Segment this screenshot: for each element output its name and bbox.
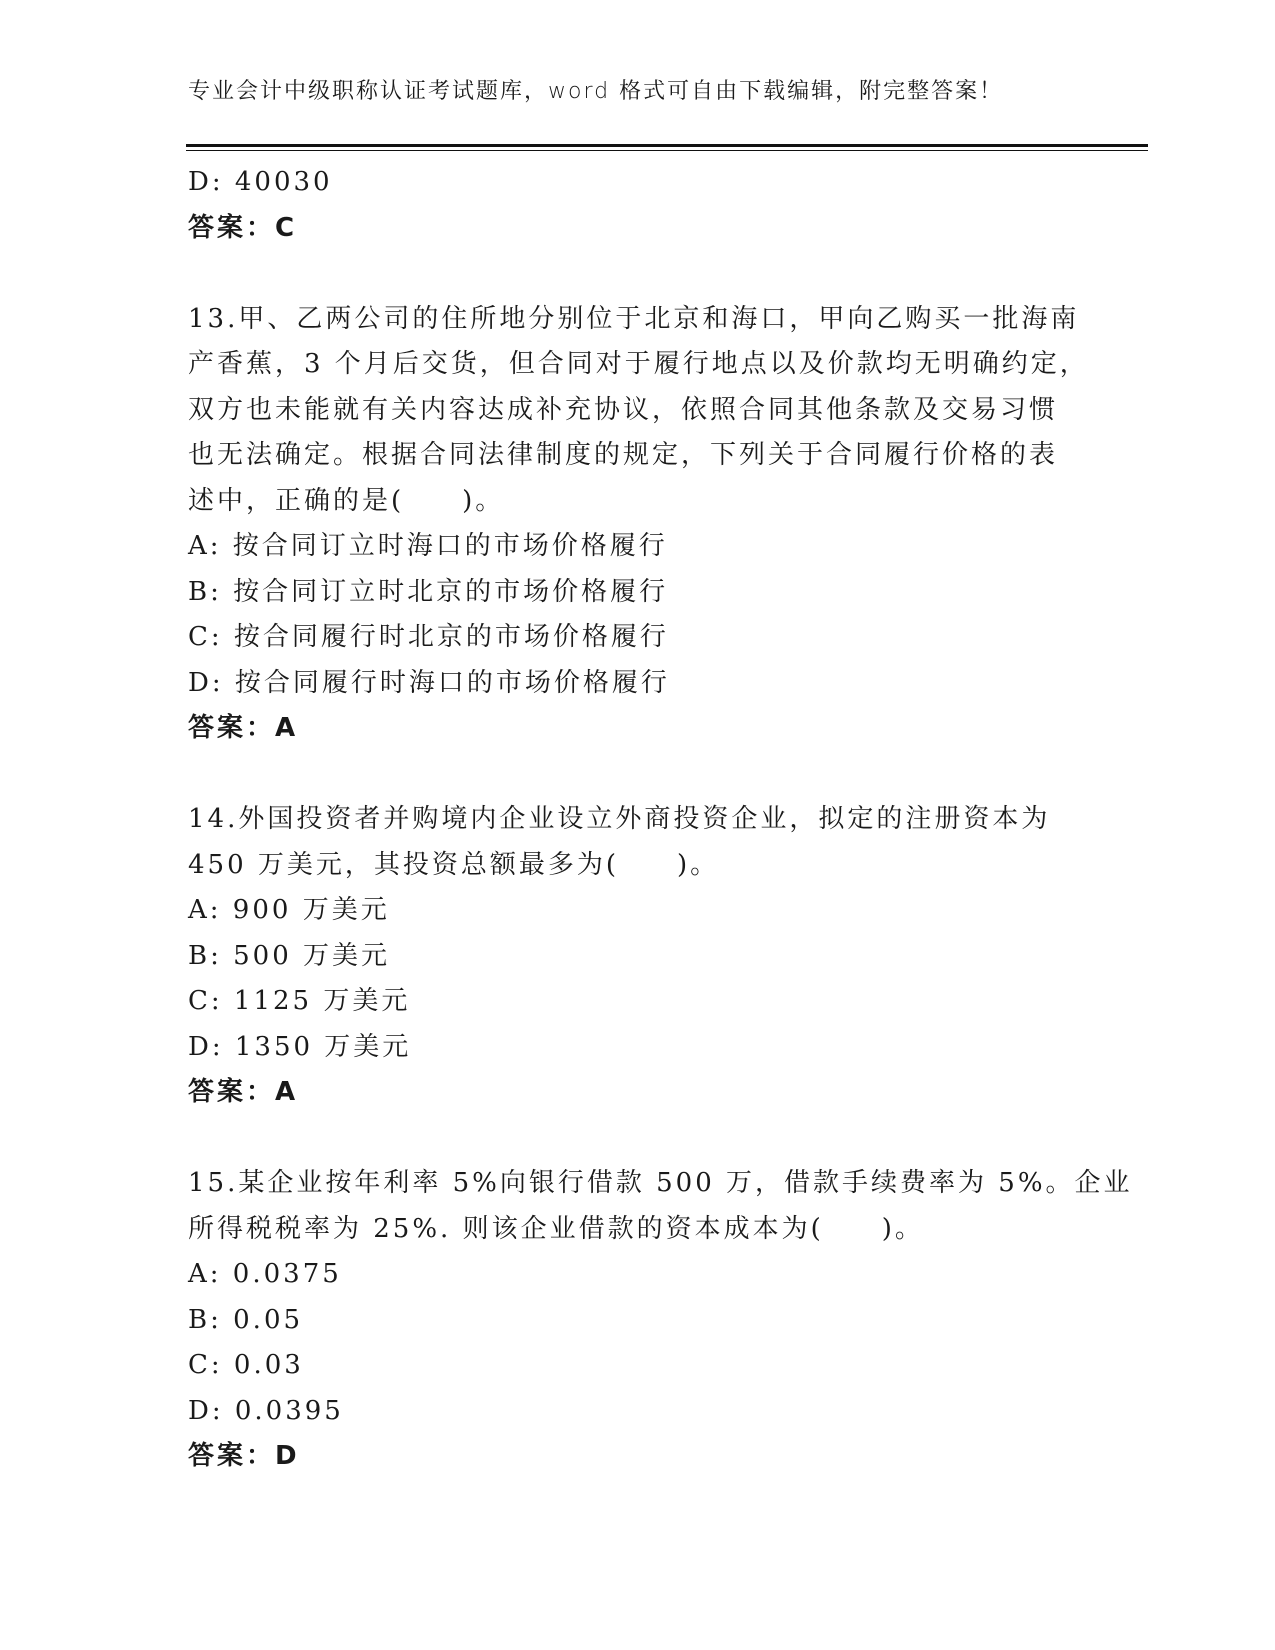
option-a: A: 按合同订立时海口的市场价格履行 <box>188 531 668 561</box>
answer: 答案：D <box>188 1441 300 1471</box>
option-b: B: 0.05 <box>188 1304 304 1335</box>
option-d: D: 按合同履行时海口的市场价格履行 <box>188 667 670 698</box>
option-c: C: 按合同履行时北京的市场价格履行 <box>188 622 669 652</box>
question-text-line: 述中，正确的是( )。 <box>188 485 505 516</box>
option-d: D: 1350 万美元 <box>188 1031 412 1062</box>
page-header: 专业会计中级职称认证考试题库，word 格式可自由下载编辑，附完整答案！ <box>188 79 1004 104</box>
question-text-line: 双方也未能就有关内容达成补充协议，依照合同其他条款及交易习惯 <box>188 394 1059 425</box>
question-text-line: 14.外国投资者并购境内企业设立外商投资企业，拟定的注册资本为 <box>188 804 1051 834</box>
prev-option-d: D: 40030 <box>188 167 333 197</box>
option-b: B: 按合同订立时北京的市场价格履行 <box>188 576 669 607</box>
question-text-line: 所得税税率为 25%. 则该企业借款的资本成本为( )。 <box>188 1213 924 1244</box>
question-13 <box>188 297 1088 752</box>
answer: 答案：A <box>188 1077 299 1107</box>
question-text-line: 产香蕉，3 个月后交货，但合同对于履行地点以及价款均无明确约定， <box>188 349 1089 379</box>
option-c: C: 0.03 <box>188 1350 304 1380</box>
option-a: A: 900 万美元 <box>188 895 390 925</box>
question-text-line: 15.某企业按年利率 5%向银行借款 500 万，借款手续费率为 5%。企业 <box>188 1168 1133 1198</box>
question-content <box>188 160 1133 1480</box>
answer: 答案：A <box>188 713 299 743</box>
prev-answer: 答案：C <box>188 212 298 243</box>
header-divider <box>186 144 1148 147</box>
question-text-line: 13.甲、乙两公司的住所地分别位于北京和海口，甲向乙购买一批海南 <box>188 303 1080 334</box>
option-b: B: 500 万美元 <box>188 940 391 971</box>
question-15 <box>188 1161 1133 1480</box>
header-divider-thin <box>186 150 1148 151</box>
option-d: D: 0.0395 <box>188 1395 344 1426</box>
option-a: A: 0.0375 <box>188 1259 342 1289</box>
question-14 <box>188 797 1088 1116</box>
question-text-line: 450 万美元，其投资总额最多为( )。 <box>188 849 720 880</box>
question-text-line: 也无法确定。根据合同法律制度的规定，下列关于合同履行价格的表 <box>188 440 1059 470</box>
option-c: C: 1125 万美元 <box>188 986 411 1016</box>
